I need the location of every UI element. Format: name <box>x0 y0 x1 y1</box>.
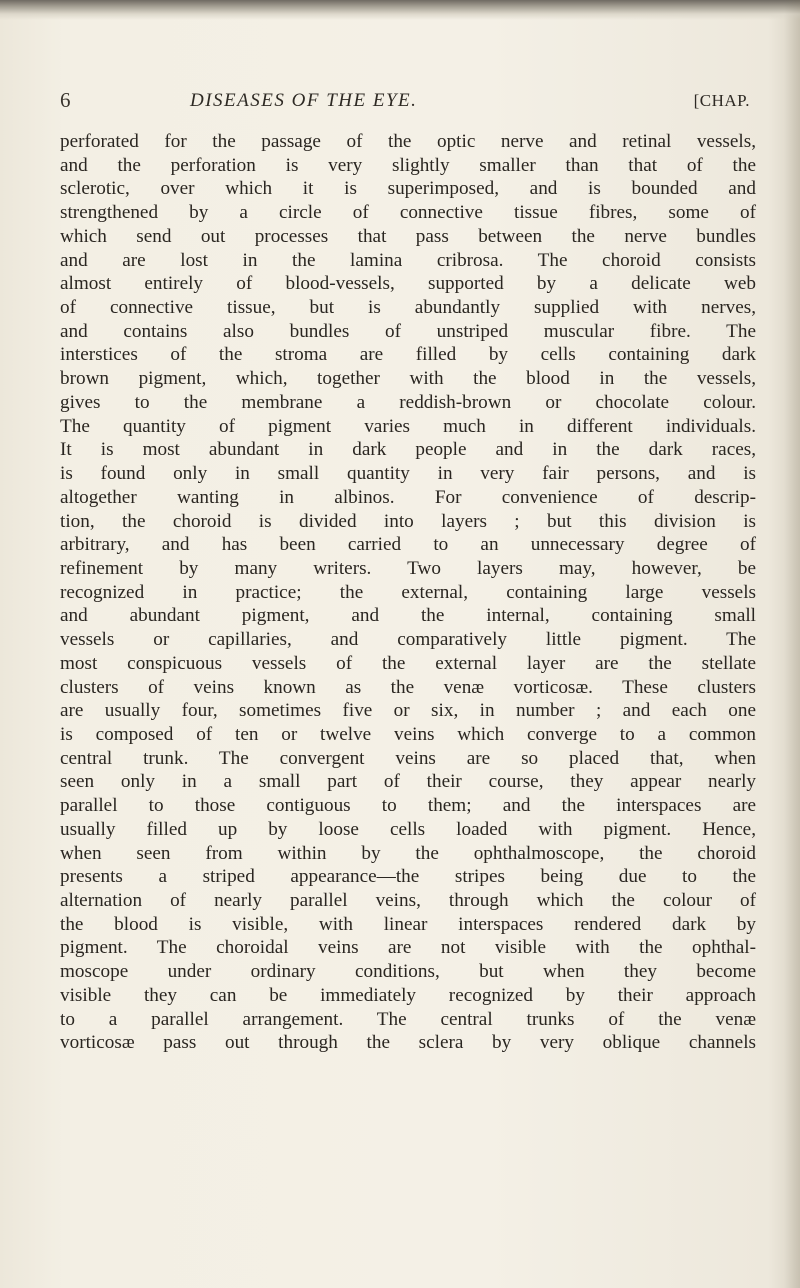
text-line: visible they can be immediately recognized by their approach <box>60 984 756 1006</box>
text-line: tion, the choroid is divided into layers ; but this division is <box>60 510 756 532</box>
text-line: and are lost in the lamina cribrosa. The choroid consists <box>60 249 756 271</box>
text-line: and the perforation is very slightly smaller than that of the <box>60 154 756 176</box>
text-line: and abundant pigment, and the internal, containing small <box>60 605 756 627</box>
text-line: It is most abundant in dark people and in the dark races, <box>60 439 756 461</box>
text-line: pigment. The choroidal veins are not visible with the ophthal- <box>60 937 756 959</box>
text-line: refinement by many writers. Two layers may, however, be <box>60 557 756 579</box>
text-line: vessels or capillaries, and comparatively little pigment. The <box>60 629 756 651</box>
text-line: almost entirely of blood-vessels, supported by a delicate web <box>60 273 756 295</box>
page-top-edge <box>0 0 800 20</box>
text-line: alternation of nearly parallel veins, through which the colour of <box>60 890 756 911</box>
text-line: presents a striped appearance—the stripes being due to the <box>60 866 756 888</box>
text-line: the blood is visible, with linear interspaces rendered dark by <box>60 913 756 935</box>
text-line: sclerotic, over which it is superimposed, and is bounded and <box>60 178 756 200</box>
text-line: clusters of veins known as the venæ vorticosæ. These clusters <box>60 676 756 698</box>
text-line: of connective tissue, but is abundantly supplied with nerves, <box>60 297 756 319</box>
running-title: DISEASES OF THE EYE. <box>190 90 418 111</box>
page-right-shadow <box>784 0 800 1288</box>
text-line: recognized in practice; the external, containing large vessels <box>60 581 756 603</box>
text-line: is found only in small quantity in very fair persons, and is <box>60 463 756 485</box>
text-line: and contains also bundles of unstriped muscular fibre. The <box>60 320 756 342</box>
text-line: perforated for the passage of the optic nerve and retinal vessels, <box>60 131 756 152</box>
text-line: are usually four, sometimes five or six, in number ; and each one <box>60 700 756 722</box>
text-line: is composed of ten or twelve veins which converge to a common <box>60 723 756 745</box>
text-line: arbitrary, and has been carried to an unnecessary degree of <box>60 534 756 556</box>
running-head <box>60 88 750 118</box>
text-line: altogether wanting in albinos. For convenience of descrip- <box>60 486 756 508</box>
text-line: vorticosæ pass out through the sclera by very oblique channels <box>60 1032 756 1054</box>
text-line: gives to the membrane a reddish-brown or chocolate colour. <box>60 391 756 413</box>
text-line: which send out processes that pass between the nerve bundles <box>60 225 756 247</box>
text-line: strengthened by a circle of connective tissue fibres, some of <box>60 202 756 224</box>
text-line: central trunk. The convergent veins are so placed that, when <box>60 747 756 769</box>
page-number: 6 <box>60 88 71 112</box>
text-line: parallel to those contiguous to them; and the interspaces are <box>60 795 756 817</box>
text-line: when seen from within by the ophthalmoscope, the choroid <box>60 842 756 864</box>
text-line: moscope under ordinary conditions, but when they become <box>60 961 756 983</box>
text-line: usually filled up by loose cells loaded with pigment. Hence, <box>60 818 756 840</box>
text-line: most conspicuous vessels of the external layer are the stellate <box>60 652 756 674</box>
text-line: to a parallel arrangement. The central trunks of the venæ <box>60 1008 756 1030</box>
chapter-marker: [CHAP. <box>693 91 750 110</box>
body-text <box>60 130 756 1055</box>
text-line: interstices of the stroma are filled by cells containing dark <box>60 344 756 366</box>
text-line: brown pigment, which, together with the blood in the vessels, <box>60 368 756 390</box>
text-line: seen only in a small part of their course, they appear nearly <box>60 771 756 793</box>
text-line: The quantity of pigment varies much in different individuals. <box>60 415 756 437</box>
